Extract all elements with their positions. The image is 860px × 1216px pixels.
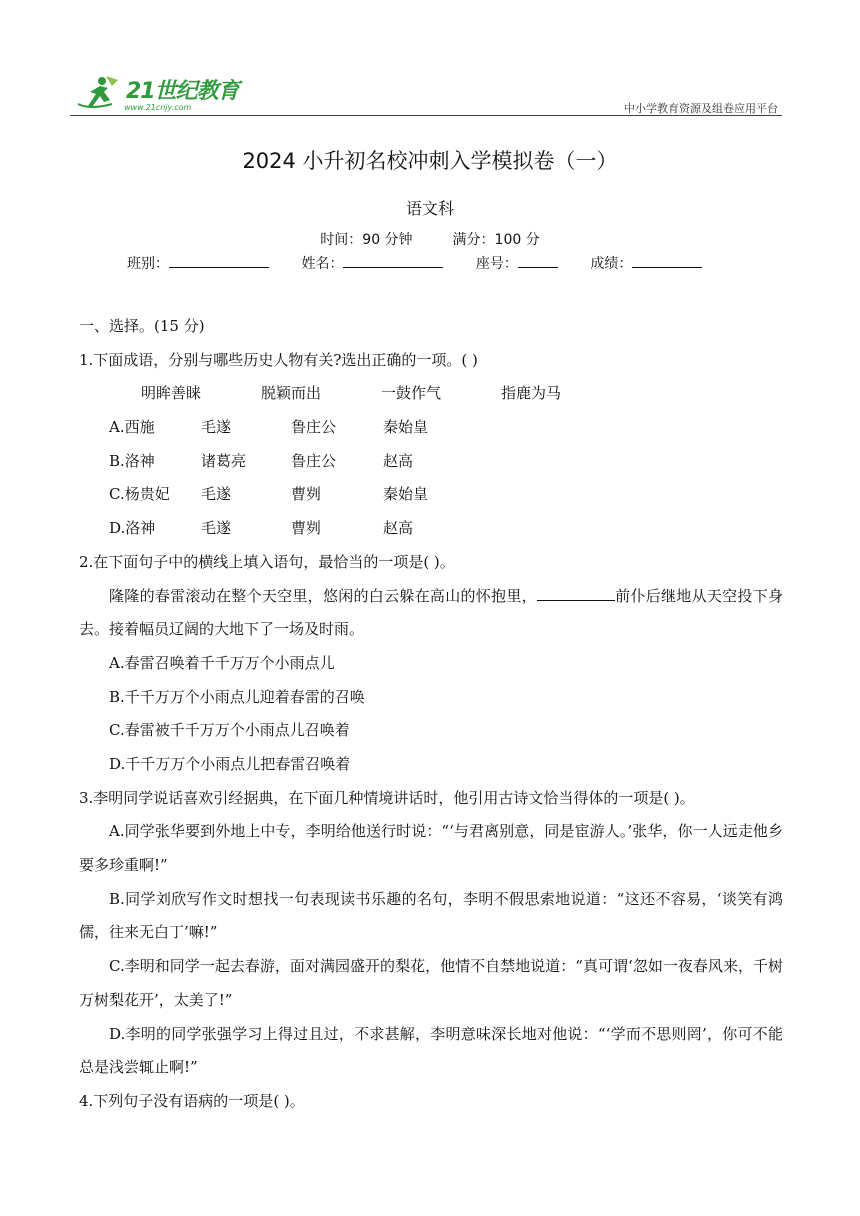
- option-cell: 曹刿: [291, 519, 322, 538]
- question-1-option-b[interactable]: [79, 445, 783, 479]
- header-divider: [70, 115, 782, 116]
- grade-blank[interactable]: [632, 253, 702, 268]
- option-cell: 毛遂: [201, 418, 232, 437]
- class-label: 班别：: [127, 256, 169, 272]
- exam-content: [79, 310, 783, 1119]
- idiom: 脱颖而出: [261, 384, 322, 403]
- name-blank[interactable]: [343, 253, 443, 268]
- idiom: 明眸善睐: [141, 384, 202, 403]
- exam-meta: [0, 229, 860, 249]
- option-cell: 秦始皇: [383, 418, 429, 437]
- question-4-stem: 4.下列句子没有语病的一项是( )。: [79, 1091, 305, 1110]
- logo-text: 21世纪教育: [126, 79, 239, 104]
- option-cell: 鲁庄公: [291, 451, 337, 470]
- option-cell: 诸葛亮: [201, 451, 247, 470]
- question-1-option-a[interactable]: [79, 411, 783, 445]
- idiom: 指鹿为马: [501, 384, 562, 403]
- logo: [76, 70, 276, 114]
- question-3-option-d[interactable]: D.李明的同学张强学习上得过且过，不求甚解，李明意味深长地对他说：“‘学而不思则罔’，你可不能总是浅尝辄止啊!”: [79, 1024, 783, 1077]
- seat-blank[interactable]: [518, 253, 558, 268]
- exam-title: 2024 小升初名校冲刺入学模拟卷（一）: [242, 149, 618, 173]
- option-cell: 毛遂: [201, 519, 232, 538]
- grade-label: 成绩：: [590, 256, 633, 272]
- option-cell: 赵高: [383, 451, 414, 470]
- seat-field[interactable]: [476, 253, 558, 273]
- page-header: [70, 62, 782, 117]
- question-3-option-b[interactable]: B.同学刘欣写作文时想找一句表现读书乐趣的名句，李明不假思索地说道：“这还不容易，‘谈笑有鸿儒，往来无白丁’嘛!”: [79, 889, 783, 942]
- option-cell: A.西施: [109, 418, 155, 437]
- question-3-option-a[interactable]: A.同学张华要到外地上中专，李明给他送行时说：“‘与君离别意，同是宦游人。’张华，你一人远走他乡要多珍重啊!”: [79, 822, 783, 875]
- exam-subject: 语文科: [405, 199, 454, 218]
- question-1-stem: 1.下面成语，分别与哪些历史人物有关?选出正确的一项。( ): [79, 350, 478, 369]
- passage-part: 隆隆的春雷滚动在整个天空里，悠闲的白云躲在高山的怀抱里，: [109, 586, 537, 605]
- question-1-idioms: [79, 377, 783, 411]
- option-cell: D.洛神: [109, 519, 156, 538]
- option-cell: 鲁庄公: [291, 418, 337, 437]
- name-field[interactable]: [301, 253, 443, 273]
- question-1-option-d[interactable]: [79, 512, 783, 546]
- question-3-option-c[interactable]: C.李明和同学一起去春游，面对满园盛开的梨花，他情不自禁地说道：“真可谓‘忽如一夜春风来，千树万树梨花开’，太美了!”: [79, 957, 783, 1009]
- passage-part: 前仆后继地从天空投下身去。接着幅员辽阔的大地下了一场及时雨。: [79, 586, 783, 639]
- option-cell: 秦始皇: [383, 485, 429, 504]
- option-cell: 毛遂: [201, 485, 232, 504]
- runner-logo-icon: [76, 74, 122, 110]
- question-2-stem: 2.在下面句子中的横线上填入语句，最恰当的一项是( )。: [79, 552, 455, 571]
- grade-field[interactable]: [590, 253, 702, 273]
- option-cell: 曹刿: [291, 485, 322, 504]
- section-heading: 一、选择。(15 分): [79, 317, 205, 335]
- answer-blank[interactable]: [537, 584, 615, 601]
- question-2-passage: [79, 580, 783, 647]
- question-3-stem: 3.李明同学说话喜欢引经据典，在下面几种情境讲话时，他引用古诗文恰当得体的一项是( )。: [79, 788, 695, 807]
- option-cell: 赵高: [383, 519, 414, 538]
- idiom: 一鼓作气: [381, 384, 442, 403]
- logo-url: www.21cnjy.com: [124, 103, 192, 112]
- class-blank[interactable]: [169, 253, 269, 268]
- platform-label: 中小学教育资源及组卷应用平台: [624, 102, 778, 115]
- option-cell: B.洛神: [109, 451, 155, 470]
- question-1-option-c[interactable]: [79, 478, 783, 512]
- option-cell: C.杨贵妃: [109, 485, 170, 504]
- exam-time: 时间：90 分钟: [320, 232, 413, 248]
- name-label: 姓名：: [301, 256, 344, 272]
- question-2-option-d[interactable]: D.千千万万个小雨点儿把春雷召唤着: [109, 754, 351, 773]
- question-2-option-b[interactable]: B.千千万万个小雨点儿迎着春雷的召唤: [109, 687, 365, 706]
- student-info-fields: [127, 253, 730, 273]
- question-2-option-a[interactable]: A.春雷召唤着千千万万个小雨点儿: [109, 653, 335, 672]
- question-2-option-c[interactable]: C.春雷被千千万万个小雨点儿召唤着: [109, 721, 350, 740]
- exam-score: 满分：100 分: [452, 232, 540, 248]
- class-field[interactable]: [127, 253, 269, 273]
- seat-label: 座号：: [475, 256, 518, 272]
